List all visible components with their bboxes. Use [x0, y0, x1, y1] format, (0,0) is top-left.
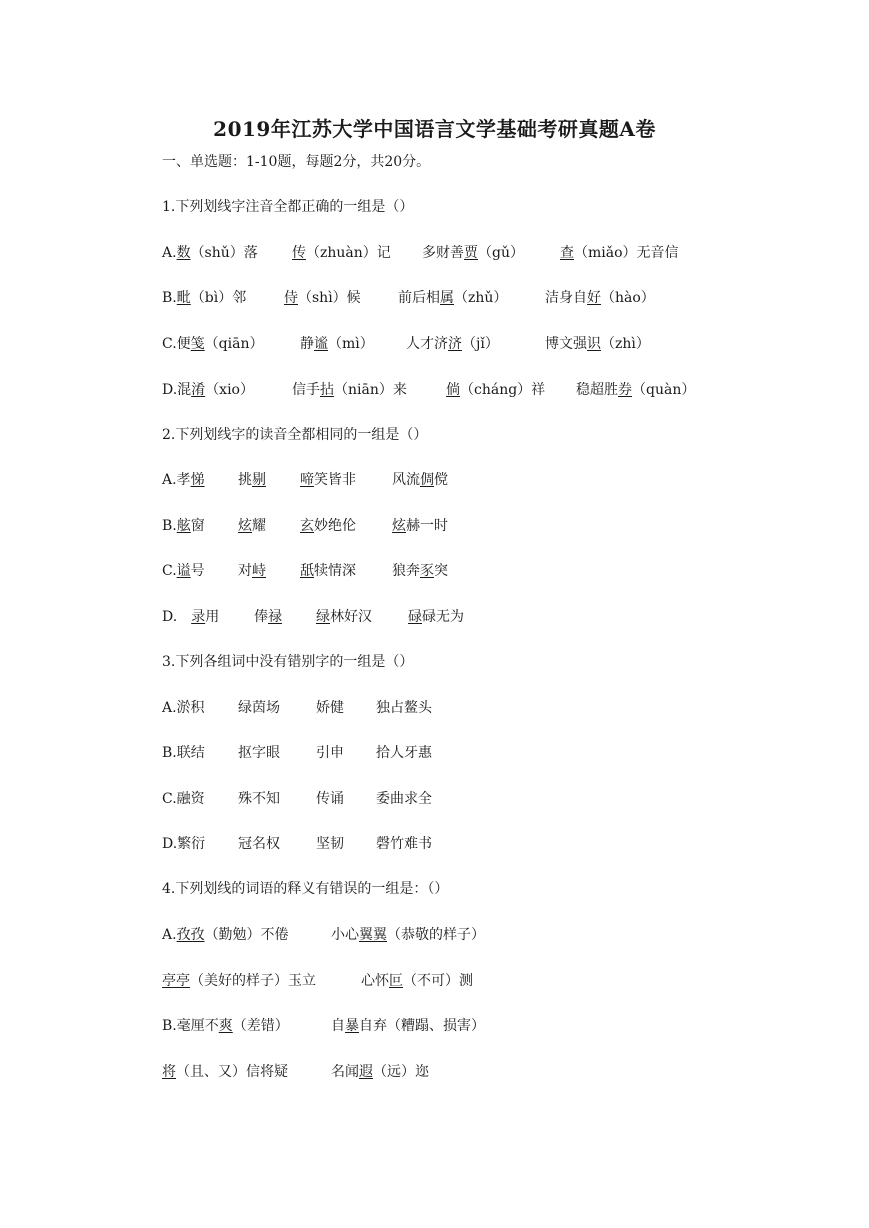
- option-text: （远）迩: [373, 1064, 429, 1080]
- option-text: A.: [162, 927, 177, 943]
- option-text: 娇健: [316, 700, 344, 716]
- answer-option: [162, 925, 289, 945]
- option-text: B.联结: [162, 745, 205, 761]
- option-text: （cháng）祥: [460, 382, 546, 398]
- answer-option: [300, 516, 356, 536]
- option-text: 小心: [331, 927, 359, 943]
- answer-option: [398, 288, 507, 308]
- answer-option: [238, 516, 266, 536]
- option-text: （gǔ）: [478, 245, 524, 261]
- option-text: （hào）: [601, 290, 655, 306]
- option-text: D.: [162, 609, 192, 625]
- option-text: （miǎo）无音信: [574, 245, 679, 261]
- question-stem-text: 4.下列划线的词语的释义有错误的一组是：（）: [162, 881, 449, 897]
- underlined-text: 峙: [252, 563, 266, 579]
- answer-option: [238, 561, 266, 581]
- option-text: 信手: [292, 382, 320, 398]
- answer-option: [446, 380, 545, 400]
- option-text: 自弃（糟蹋、损害）: [359, 1018, 485, 1034]
- underlined-text: 好: [587, 290, 601, 306]
- question-stem: [162, 197, 413, 217]
- option-text: 冠名权: [238, 836, 280, 852]
- option-text: （bì）邻: [190, 290, 247, 306]
- option-text: 前后相: [398, 290, 440, 306]
- answer-option: [331, 1016, 485, 1036]
- underlined-text: 录: [191, 609, 206, 625]
- answer-option: [162, 1016, 289, 1036]
- option-text: 磬竹难书: [376, 836, 432, 852]
- answer-option: [162, 698, 205, 718]
- option-text: C.融资: [162, 791, 205, 807]
- option-text: B.: [162, 290, 177, 306]
- option-text: （shǔ）落: [190, 245, 258, 261]
- option-text: 窗: [190, 518, 205, 534]
- answer-option: [576, 380, 695, 400]
- option-text: 傥: [434, 472, 448, 488]
- option-text: D.混: [162, 382, 192, 398]
- underlined-text: 啼: [300, 472, 314, 488]
- underlined-text: 禄: [268, 609, 282, 625]
- underlined-text: 券: [618, 382, 632, 398]
- underlined-text: 炫: [238, 518, 252, 534]
- underlined-text: 识: [587, 336, 601, 352]
- underlined-text: 舐: [300, 563, 314, 579]
- underlined-text: 拈: [320, 382, 334, 398]
- option-text: 用: [205, 609, 220, 625]
- option-text: 名闻: [331, 1064, 359, 1080]
- underlined-text: 倜: [420, 472, 434, 488]
- option-text: （且、又）信将疑: [176, 1064, 288, 1080]
- underlined-text: 舷: [176, 518, 191, 534]
- underlined-text: 淆: [191, 382, 206, 398]
- option-text: 俸: [254, 609, 268, 625]
- underlined-text: 亭亭: [162, 973, 190, 989]
- option-text: C.: [162, 563, 177, 579]
- option-text: 抠字眼: [238, 745, 280, 761]
- option-text: B.: [162, 518, 177, 534]
- option-text: A.淤积: [162, 700, 205, 716]
- answer-option: [316, 789, 344, 809]
- answer-option: [545, 334, 650, 354]
- option-text: A.: [162, 245, 177, 261]
- answer-option: [392, 561, 448, 581]
- answer-option: [162, 743, 205, 763]
- option-text: （shì）候: [298, 290, 361, 306]
- option-text: 赫一时: [406, 518, 448, 534]
- answer-option: [300, 561, 356, 581]
- underlined-text: 毗: [176, 290, 191, 306]
- answer-option: [162, 971, 316, 991]
- option-text: 委曲求全: [376, 791, 432, 807]
- answer-option: [162, 380, 254, 400]
- question-stem: [162, 425, 427, 445]
- answer-option: [238, 698, 280, 718]
- option-text: 坚韧: [316, 836, 344, 852]
- answer-option: [316, 743, 344, 763]
- option-text: 碌无为: [422, 609, 464, 625]
- answer-option: [422, 243, 524, 263]
- underlined-text: 属: [440, 290, 454, 306]
- underlined-text: 暴: [345, 1018, 359, 1034]
- answer-option: [162, 561, 205, 581]
- option-text: 风流: [392, 472, 420, 488]
- answer-option: [162, 834, 205, 854]
- option-text: 林好汉: [330, 609, 372, 625]
- answer-option: [376, 743, 432, 763]
- option-text: 洁身自: [545, 290, 587, 306]
- underlined-text: 绿: [316, 609, 330, 625]
- answer-option: [162, 334, 263, 354]
- answer-option: [162, 288, 246, 308]
- underlined-text: 孜孜: [176, 927, 205, 943]
- option-text: A.孝: [162, 472, 191, 488]
- underlined-text: 玄: [300, 518, 314, 534]
- option-text: 传诵: [316, 791, 344, 807]
- option-text: （quàn）: [632, 382, 696, 398]
- question-stem-text: 3.下列各组词中没有错别字的一组是（）: [162, 654, 414, 670]
- answer-option: [406, 334, 499, 354]
- option-text: 拾人牙惠: [376, 745, 432, 761]
- answer-option: [292, 380, 407, 400]
- answer-option: [292, 243, 391, 263]
- option-text: C.便: [162, 336, 191, 352]
- answer-option: [162, 516, 205, 536]
- underlined-text: 将: [162, 1064, 176, 1080]
- option-text: （zhǔ）: [454, 290, 508, 306]
- question-stem: [162, 652, 413, 672]
- underlined-text: 悌: [190, 472, 205, 488]
- answer-option: [560, 243, 679, 263]
- underlined-text: 笺: [190, 336, 205, 352]
- underlined-text: 贾: [464, 245, 478, 261]
- option-text: 稳超胜: [576, 382, 618, 398]
- option-text: （恭敬的样子）: [387, 927, 485, 943]
- answer-option: [361, 971, 473, 991]
- answer-option: [376, 834, 432, 854]
- answer-option: [316, 607, 372, 627]
- answer-option: [162, 1062, 288, 1082]
- page-title: 2019年江苏大学中国语言文学基础考研真题A卷: [213, 117, 656, 141]
- underlined-text: 传: [292, 245, 306, 261]
- answer-option: [408, 607, 464, 627]
- option-text: （美好的样子）玉立: [190, 973, 316, 989]
- question-stem-text: 2.下列划线字的读音全都相同的一组是（）: [162, 427, 428, 443]
- answer-option: [376, 789, 432, 809]
- option-text: （差错）: [232, 1018, 289, 1034]
- answer-option: [376, 698, 432, 718]
- underlined-text: 碌: [408, 609, 422, 625]
- answer-option: [162, 789, 205, 809]
- answer-option: [254, 607, 282, 627]
- option-text: （qiān）: [204, 336, 264, 352]
- question-stem: [162, 879, 448, 899]
- option-text: 犊情深: [314, 563, 356, 579]
- underlined-text: 侍: [284, 290, 298, 306]
- underlined-text: 叵: [389, 973, 403, 989]
- answer-option: [162, 243, 258, 263]
- answer-option: [392, 470, 448, 490]
- underlined-text: 查: [560, 245, 574, 261]
- answer-option: [284, 288, 361, 308]
- option-text: 对: [238, 563, 252, 579]
- answer-option: [238, 789, 280, 809]
- option-text: D.繁衍: [162, 836, 206, 852]
- option-text: 殊不知: [238, 791, 280, 807]
- option-text: 绿茵场: [238, 700, 280, 716]
- option-text: （勤勉）不倦: [204, 927, 289, 943]
- option-text: 多财善: [422, 245, 464, 261]
- underlined-text: 济: [448, 336, 462, 352]
- section-header-text: 一、单选题：1-10题，每题2分，共20分。: [162, 154, 431, 170]
- underlined-text: 炫: [392, 518, 406, 534]
- option-text: 挑: [238, 472, 252, 488]
- option-text: （niān）来: [334, 382, 407, 398]
- option-text: 人才济: [406, 336, 448, 352]
- underlined-text: 剔: [252, 472, 266, 488]
- option-text: （不可）测: [403, 973, 473, 989]
- underlined-text: 爽: [218, 1018, 233, 1034]
- answer-option: [331, 925, 485, 945]
- option-text: 引申: [316, 745, 344, 761]
- answer-option: [316, 834, 344, 854]
- answer-option: [545, 288, 655, 308]
- option-text: 静: [300, 336, 314, 352]
- answer-option: [238, 743, 280, 763]
- option-text: 自: [331, 1018, 345, 1034]
- option-text: 号: [190, 563, 205, 579]
- option-text: （zhì）: [601, 336, 650, 352]
- option-text: （xio）: [205, 382, 254, 398]
- option-text: 狼奔: [392, 563, 420, 579]
- option-text: （mì）: [328, 336, 374, 352]
- answer-option: [300, 470, 356, 490]
- underlined-text: 数: [176, 245, 191, 261]
- underlined-text: 遐: [359, 1064, 373, 1080]
- answer-option: [238, 834, 280, 854]
- option-text: 耀: [252, 518, 266, 534]
- option-text: 独占鳌头: [376, 700, 432, 716]
- underlined-text: 翼翼: [359, 927, 387, 943]
- answer-option: [300, 334, 374, 354]
- option-text: 妙绝伦: [314, 518, 356, 534]
- answer-option: [331, 1062, 429, 1082]
- option-text: 笑皆非: [314, 472, 356, 488]
- option-text: （zhuàn）记: [306, 245, 391, 261]
- option-text: 博文强: [545, 336, 587, 352]
- underlined-text: 倘: [446, 382, 460, 398]
- answer-option: [238, 470, 266, 490]
- option-text: 心怀: [361, 973, 389, 989]
- underlined-text: 豕: [420, 563, 434, 579]
- answer-option: [162, 607, 219, 627]
- underlined-text: 谥: [176, 563, 191, 579]
- answer-option: [316, 698, 344, 718]
- answer-option: [392, 516, 448, 536]
- option-text: B.毫厘不: [162, 1018, 219, 1034]
- question-stem-text: 1.下列划线字注音全都正确的一组是（）: [162, 199, 414, 215]
- answer-option: [162, 470, 205, 490]
- option-text: （jǐ）: [462, 336, 499, 352]
- section-header: [162, 152, 430, 172]
- underlined-text: 谧: [314, 336, 328, 352]
- option-text: 突: [434, 563, 448, 579]
